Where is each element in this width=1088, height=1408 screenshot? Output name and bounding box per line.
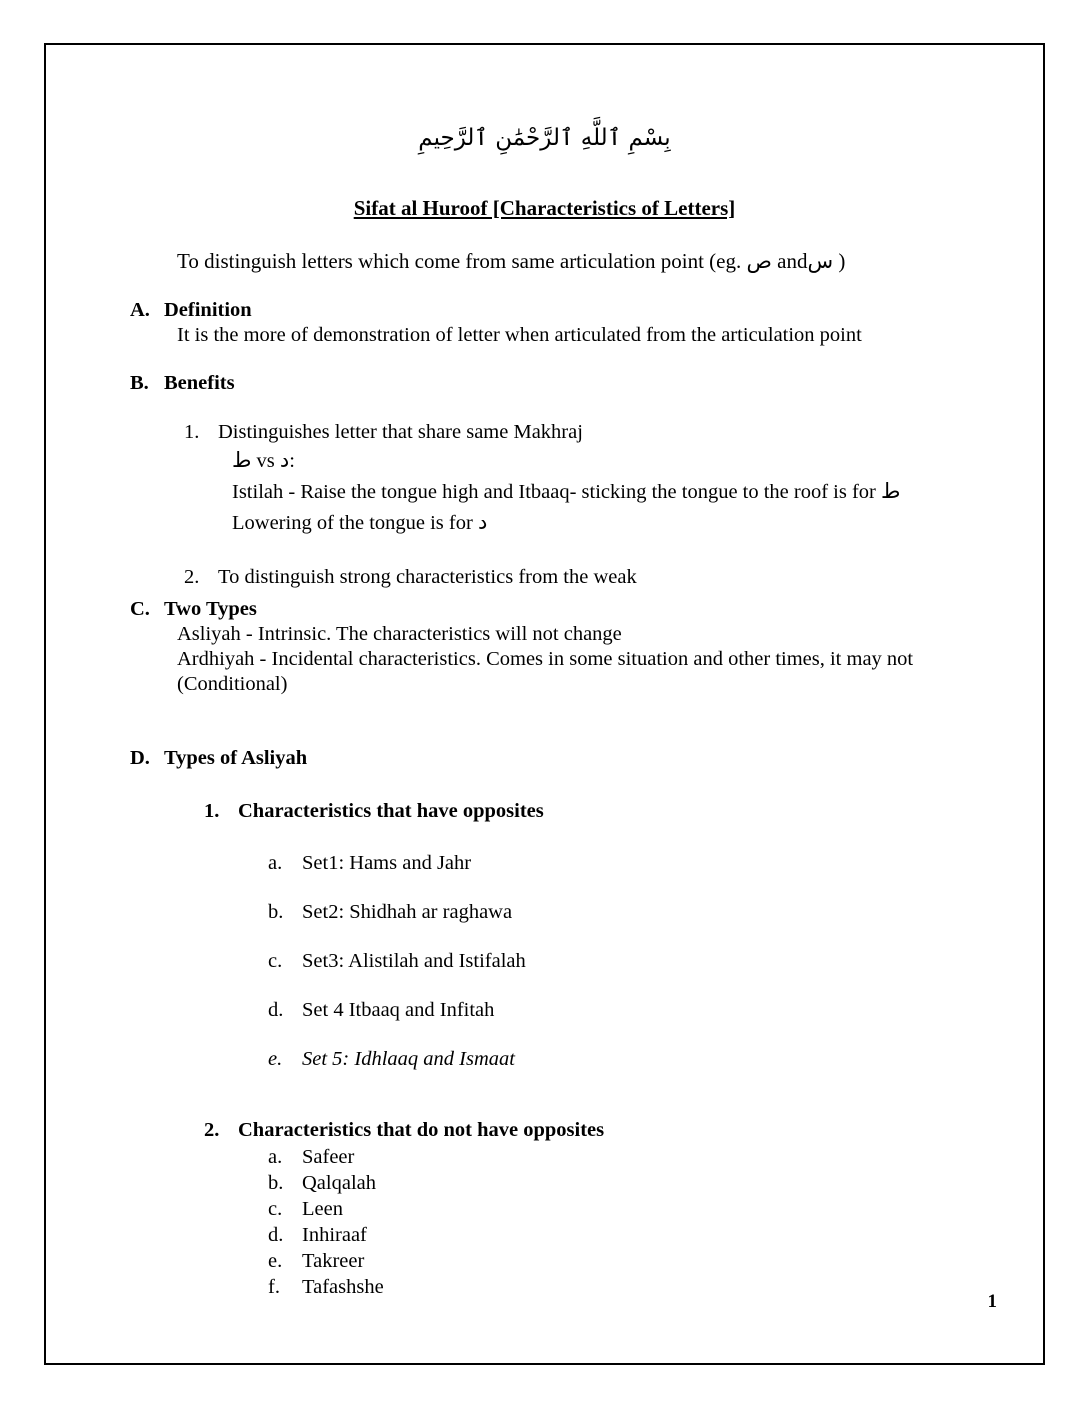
takreer-marker: e. <box>268 1250 283 1272</box>
arabic-letter-daal-inline: د <box>477 510 488 534</box>
lowering-explanation-line <box>232 507 1035 538</box>
intro-paragraph <box>177 248 1017 274</box>
section-c-heading <box>130 596 1035 622</box>
section-a-heading <box>130 297 1035 323</box>
page-body <box>46 45 1043 1363</box>
set1-label: Set1: Hams and Jahr <box>302 852 472 874</box>
inhiraaf-label: Inhiraaf <box>302 1224 367 1246</box>
set4-marker: d. <box>268 999 284 1021</box>
leen-marker: c. <box>268 1198 283 1220</box>
asliyah-group-2-heading <box>204 1117 1035 1143</box>
section-definition <box>130 297 1035 348</box>
arabic-letter-seen: س <box>807 249 834 273</box>
benefit-item-1-text: Distinguishes letter that share same Makhraj <box>218 421 583 443</box>
set1-marker: a. <box>268 852 283 874</box>
leen-label: Leen <box>302 1198 343 1220</box>
list-item <box>268 997 1035 1023</box>
section-types-of-asliyah <box>130 745 1035 1300</box>
ardhiyah-description: Ardhiyah - Incidental characteristics. Comes in some situation and other times, it may not <box>177 648 914 670</box>
section-b-label: Benefits <box>164 372 235 394</box>
section-b-marker: B. <box>130 372 149 394</box>
list-item <box>268 899 1035 925</box>
qalqalah-label: Qalqalah <box>302 1172 376 1194</box>
section-a-label: Definition <box>164 299 252 321</box>
istilah-explanation-text: Istilah - Raise the tongue high and Itbaaq- sticking the tongue to the roof is for <box>232 481 882 503</box>
arabic-letter-taa: ط <box>232 448 252 472</box>
arabic-letter-daal: د <box>279 448 290 472</box>
asliyah-group-2-label: Characteristics that do not have opposites <box>238 1119 605 1141</box>
page-frame <box>44 43 1045 1365</box>
section-b-heading <box>130 370 1035 396</box>
list-item <box>268 1170 1035 1196</box>
section-a-marker: A. <box>130 299 150 321</box>
safeer-label: Safeer <box>302 1146 355 1168</box>
letter-comparison-line <box>232 445 1035 476</box>
set5-label: Set 5: Idhlaaq and Ismaat <box>302 1048 515 1070</box>
istilah-explanation-line <box>232 476 1035 507</box>
arabic-letter-saad: ص <box>746 249 772 273</box>
set2-label: Set2: Shidhah ar raghawa <box>302 901 513 923</box>
page-title <box>46 195 1043 221</box>
list-item <box>268 1144 1035 1170</box>
intro-middle-text: and <box>771 249 808 273</box>
benefit-item-1 <box>184 419 1035 445</box>
asliyah-group-1-list <box>268 850 1035 1072</box>
benefit-item-1-marker: 1. <box>184 421 200 443</box>
takreer-label: Takreer <box>302 1250 365 1272</box>
list-item <box>268 850 1035 876</box>
asliyah-group-2-marker: 2. <box>204 1119 220 1141</box>
intro-suffix-text: ) <box>833 249 846 273</box>
conditional-note: (Conditional) <box>177 673 288 695</box>
asliyah-group-1-label: Characteristics that have opposites <box>238 800 544 822</box>
set2-marker: b. <box>268 901 284 923</box>
set3-marker: c. <box>268 950 283 972</box>
section-c-marker: C. <box>130 598 150 620</box>
list-item <box>268 1196 1035 1222</box>
section-d-heading <box>130 745 1035 771</box>
asliyah-group-1-heading <box>204 798 1035 824</box>
safeer-marker: a. <box>268 1146 283 1168</box>
set4-label: Set 4 Itbaaq and Infitah <box>302 999 495 1021</box>
list-item <box>268 948 1035 974</box>
section-c-label: Two Types <box>164 598 257 620</box>
benefit-item-2-marker: 2. <box>184 566 200 588</box>
list-item <box>268 1046 1035 1072</box>
inhiraaf-marker: d. <box>268 1224 284 1246</box>
benefit-item-2 <box>184 564 1035 590</box>
tafashshe-label: Tafashshe <box>302 1276 384 1298</box>
list-item <box>268 1222 1035 1248</box>
section-d-label: Types of Asliyah <box>164 747 308 769</box>
comparison-vs-text: vs <box>251 450 280 472</box>
section-benefits <box>130 370 1035 590</box>
list-item <box>268 1248 1035 1274</box>
bismillah-heading: بِسْمِ ٱللَّهِ ٱلرَّحْمَٰنِ ٱلرَّحِيمِ <box>418 125 671 151</box>
intro-prefix-text: To distinguish letters which come from same articulation point (eg. <box>177 249 747 273</box>
qalqalah-marker: b. <box>268 1172 284 1194</box>
set3-label: Set3: Alistilah and Istifalah <box>302 950 526 972</box>
benefit-item-2-text: To distinguish strong characteristics from the weak <box>218 566 637 588</box>
section-d-marker: D. <box>130 747 150 769</box>
section-two-types <box>130 596 1035 697</box>
arabic-letter-taa-inline: ط <box>881 479 901 503</box>
asliyah-group-2-list <box>268 1144 1035 1300</box>
lowering-explanation-text: Lowering of the tongue is for <box>232 512 478 534</box>
set5-marker: e. <box>268 1048 283 1070</box>
asliyah-group-1-marker: 1. <box>204 800 220 822</box>
tafashshe-marker: f. <box>268 1276 280 1298</box>
section-a-text: It is the more of demonstration of letter when articulated from the articulation point <box>177 324 862 346</box>
page-title-text: Sifat al Huroof [Characteristics of Letters] <box>353 196 736 220</box>
comparison-colon: : <box>289 450 295 472</box>
page-number: 1 <box>987 1291 997 1312</box>
list-item <box>268 1274 1035 1300</box>
asliyah-description: Asliyah - Intrinsic. The characteristics will not change <box>177 623 622 645</box>
